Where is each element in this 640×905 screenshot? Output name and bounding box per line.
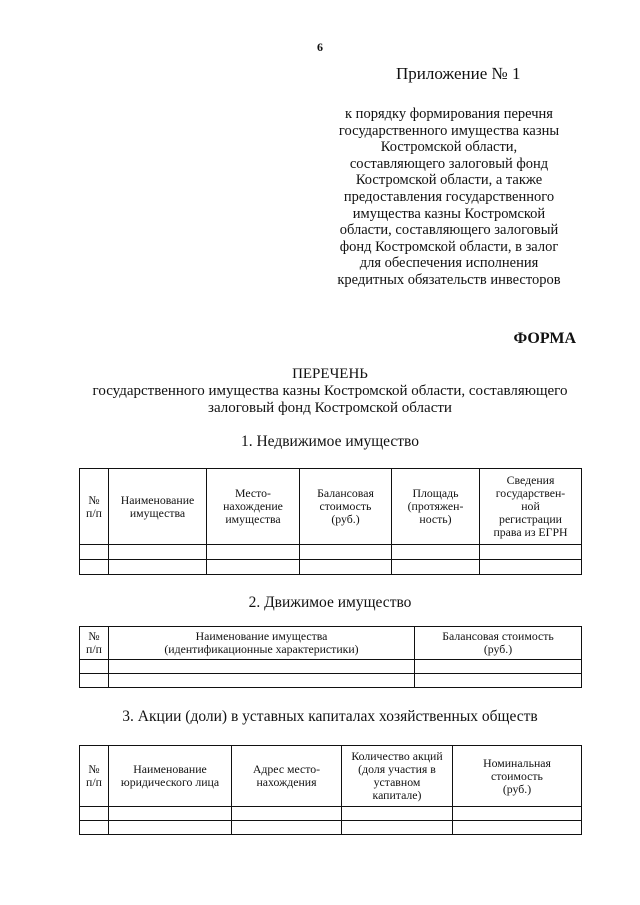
table-row [80,545,582,560]
appendix-subtitle-line: имущества казны Костромской [352,205,546,222]
section-heading-real-estate: 1. Недвижимое имущество [240,433,420,450]
header-cell: Балансовая стоимость (руб.) [415,627,582,660]
appendix-subtitle [326,106,572,289]
table-row [80,821,582,835]
header-cell: Балансовая стоимость (руб.) [300,469,392,545]
table-row [80,660,582,674]
appendix-subtitle-line: фонд Костромской области, в залог [339,238,559,255]
appendix-subtitle-line: к порядку формирования перечня [345,106,553,122]
appendix-subtitle-line: области, составляющего залоговый [339,222,559,239]
header-cell: Наименование имущества (идентификационные характеристики) [109,627,415,660]
table-row [80,674,582,688]
document-title-line: государственного имущества казны Костромской области, составляющего [92,383,568,399]
table-row [80,807,582,821]
form-label: ФОРМА [513,330,576,347]
document-title-line: залоговый фонд Костромской области [208,400,452,416]
section-heading-movable-property: 2. Движимое имущество [248,594,412,611]
appendix-subtitle-line: Костромской области, а также [355,172,543,189]
appendix-subtitle-line: Костромской области, [380,139,518,156]
appendix-subtitle-line: государственного имущества казны [338,122,560,139]
header-cell: Количество акций (доля участия в уставном капитале) [342,746,453,807]
header-cell: Площадь (протяжен- ность) [392,469,480,545]
appendix-title: Приложение № 1 [396,64,521,83]
appendix-subtitle-line: кредитных обязательств инвесторов [337,271,561,288]
page-number: 6 [317,40,323,54]
section-heading-shares: 3. Акции (доли) в уставных капиталах хозяйственных обществ [122,708,538,725]
table-row [80,560,582,575]
header-cell: № п/п [80,746,109,807]
header-cell: Адрес место- нахождения [232,746,342,807]
header-cell: № п/п [80,627,109,660]
real-estate-table [79,468,582,575]
table-header-row [80,469,582,545]
appendix-subtitle-line: составляющего залоговый фонд [349,155,549,172]
header-cell: Номинальная стоимость (руб.) [453,746,582,807]
header-cell: Место- нахождение имущества [207,469,300,545]
table-header-row [80,746,582,807]
header-cell: № п/п [80,469,109,545]
document-title-line: ПЕРЕЧЕНЬ [292,366,368,382]
shares-table [79,745,582,835]
appendix-subtitle-line: для обеспечения исполнения [359,255,539,272]
header-cell: Наименование имущества [109,469,207,545]
movable-property-table [79,626,582,688]
appendix-subtitle-line: предоставления государственного [343,188,555,205]
document-title [60,366,600,417]
table-header-row [80,627,582,660]
header-cell: Наименование юридического лица [109,746,232,807]
header-cell: Сведения государствен- ной регистрации права из ЕГРН [480,469,582,545]
